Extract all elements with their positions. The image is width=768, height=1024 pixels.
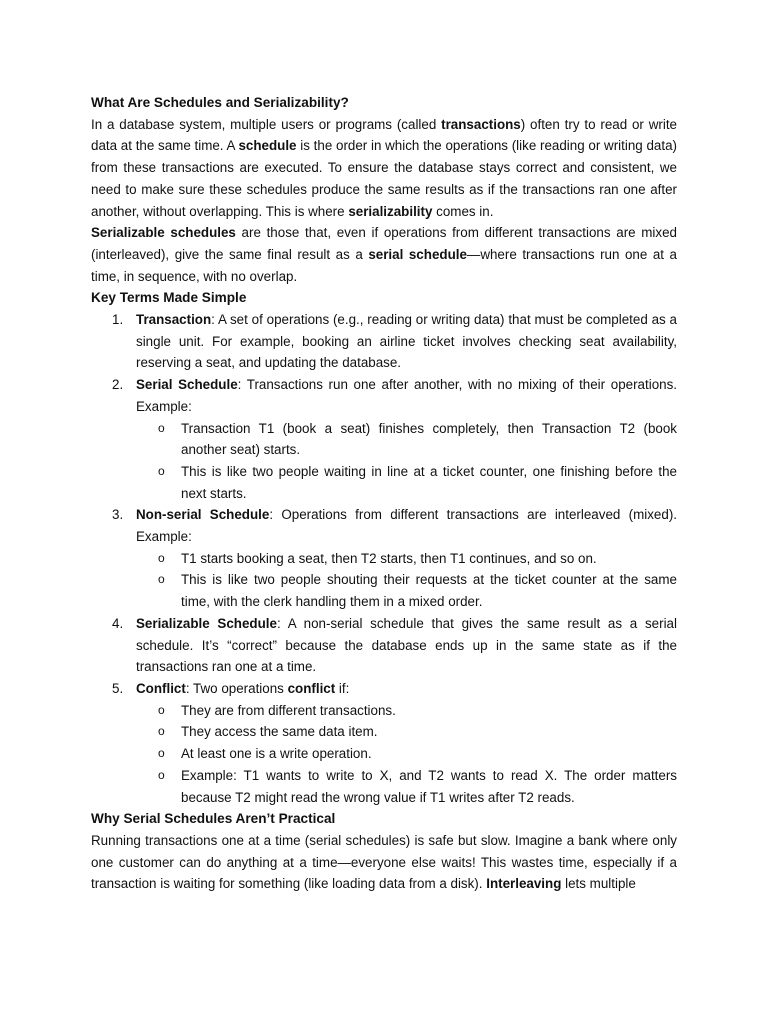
bullet-glyph: o: [158, 572, 165, 587]
list-number: 2.: [112, 377, 124, 393]
sub-list-item: [136, 765, 677, 808]
list-item-conflict: [91, 678, 677, 808]
list-item-serial-schedule: [91, 374, 677, 504]
list-item-transaction: [91, 309, 677, 374]
intro-text-2: ) often try to read or write data at the same time. A: [91, 116, 677, 154]
sub-list-item: [136, 418, 677, 461]
sub-item-text: They are from different transactions.: [181, 702, 396, 718]
term-label: Serial Schedule: [136, 377, 238, 393]
serializable-text-1: are those that, even if operations from different transactions are mixed (interleaved), give the same final result as a: [91, 225, 677, 262]
sub-item-text: Example: T1 wants to write to X, and T2 wants to read X. The order matters because T2 might read the wrong value if T1 writes after T2 reads.: [181, 767, 677, 805]
term-interleaving: Interleaving: [486, 876, 562, 892]
term-transactions: transactions: [441, 116, 521, 132]
list-item-non-serial-schedule: [91, 504, 677, 613]
bullet-glyph: o: [158, 746, 165, 761]
term-definition-end: if:: [335, 680, 350, 696]
term-label: Non-serial Schedule: [136, 507, 270, 523]
term-definition: : A set of operations (e.g., reading or writing data) that must be completed as a single unit. For example, booking an airline ticket involves checking seat availability, reserving a seat, and updating the database.: [136, 312, 677, 371]
term-serializability: serializability: [348, 203, 433, 219]
serializable-paragraph: [91, 222, 677, 287]
bullet-glyph: o: [158, 420, 165, 435]
sub-list-item: [136, 461, 677, 504]
sub-list: [136, 548, 677, 613]
bullet-glyph: o: [158, 702, 165, 717]
term-label: Conflict: [136, 680, 186, 696]
term-definition: : Two operations: [185, 680, 288, 696]
why-serial-paragraph: [91, 830, 677, 895]
section-heading-schedules: What Are Schedules and Serializability?: [91, 95, 349, 110]
section-heading-why-serial: Why Serial Schedules Aren’t Practical: [91, 811, 336, 827]
sub-item-text: Transaction T1 (book a seat) finishes completely, then Transaction T2 (book another seat) starts.: [181, 420, 677, 458]
sub-list-item: [136, 721, 677, 743]
bullet-glyph: o: [158, 767, 165, 782]
sub-list: [136, 700, 677, 809]
term-schedule: schedule: [238, 138, 297, 154]
term-definition: : Operations from different transactions are interleaved (mixed). Example:: [136, 507, 677, 545]
section-heading-key-terms: Key Terms Made Simple: [91, 290, 247, 306]
term-serializable-schedules: Serializable schedules: [91, 225, 236, 241]
term-conflict-inline: conflict: [287, 680, 336, 696]
intro-text-1: In a database system, multiple users or programs (called: [91, 116, 442, 132]
serializable-text-2: —where transactions run one at a time, in sequence, with no overlap.: [91, 246, 678, 284]
list-number: 4.: [112, 615, 124, 631]
list-number: 3.: [112, 507, 124, 523]
sub-item-text: T1 starts booking a seat, then T2 starts, then T1 continues, and so on.: [181, 550, 597, 566]
sub-item-text: This is like two people waiting in line at a ticket counter, one finishing before the next starts.: [181, 463, 677, 501]
sub-item-text: They access the same data item.: [181, 724, 378, 740]
term-label: Serializable Schedule: [136, 615, 277, 631]
sub-list-item: [136, 569, 677, 612]
sub-list-item: [136, 700, 677, 722]
bullet-glyph: o: [158, 550, 165, 565]
sub-item-text: At least one is a write operation.: [181, 746, 372, 762]
term-definition: : Transactions run one after another, with no mixing of their operations. Example:: [136, 377, 678, 414]
bullet-glyph: o: [158, 463, 165, 478]
list-number: 1.: [112, 312, 124, 328]
sub-item-text: This is like two people shouting their requests at the ticket counter at the same time, with the clerk handling them in a mixed order.: [181, 572, 677, 610]
term-label: Transaction: [136, 312, 212, 328]
intro-text-4: comes in.: [432, 203, 494, 219]
sub-list-item: [136, 548, 677, 570]
intro-text-3: is the order in which the operations (like reading or writing data) from these transactions are executed. To ensure the database stays correct and consistent, we need to make sure these schedules produce the same results as if the transactions ran one after another, without overlapping. This is where: [91, 138, 677, 219]
bullet-glyph: o: [158, 724, 165, 739]
sub-list-item: [136, 743, 677, 765]
list-number: 5.: [112, 680, 124, 696]
term-definition: : A non-serial schedule that gives the same result as a serial schedule. It’s “correct” because the database ends up in the same state as if the transactions ran one at a time.: [136, 615, 677, 675]
list-item-serializable-schedule: [91, 613, 677, 678]
why-serial-text-2: lets multiple: [561, 876, 636, 892]
intro-paragraph: [91, 114, 677, 223]
why-serial-text-1: Running transactions one at a time (serial schedules) is safe but slow. Imagine a bank where only one customer can do anything at a time—everyone else waits! This wastes time, especially if a transaction is waiting for something (like loading data from a disk).: [91, 832, 677, 892]
sub-list: [136, 418, 677, 505]
term-serial-schedule: serial schedule: [368, 246, 467, 262]
key-terms-list: [91, 309, 677, 808]
